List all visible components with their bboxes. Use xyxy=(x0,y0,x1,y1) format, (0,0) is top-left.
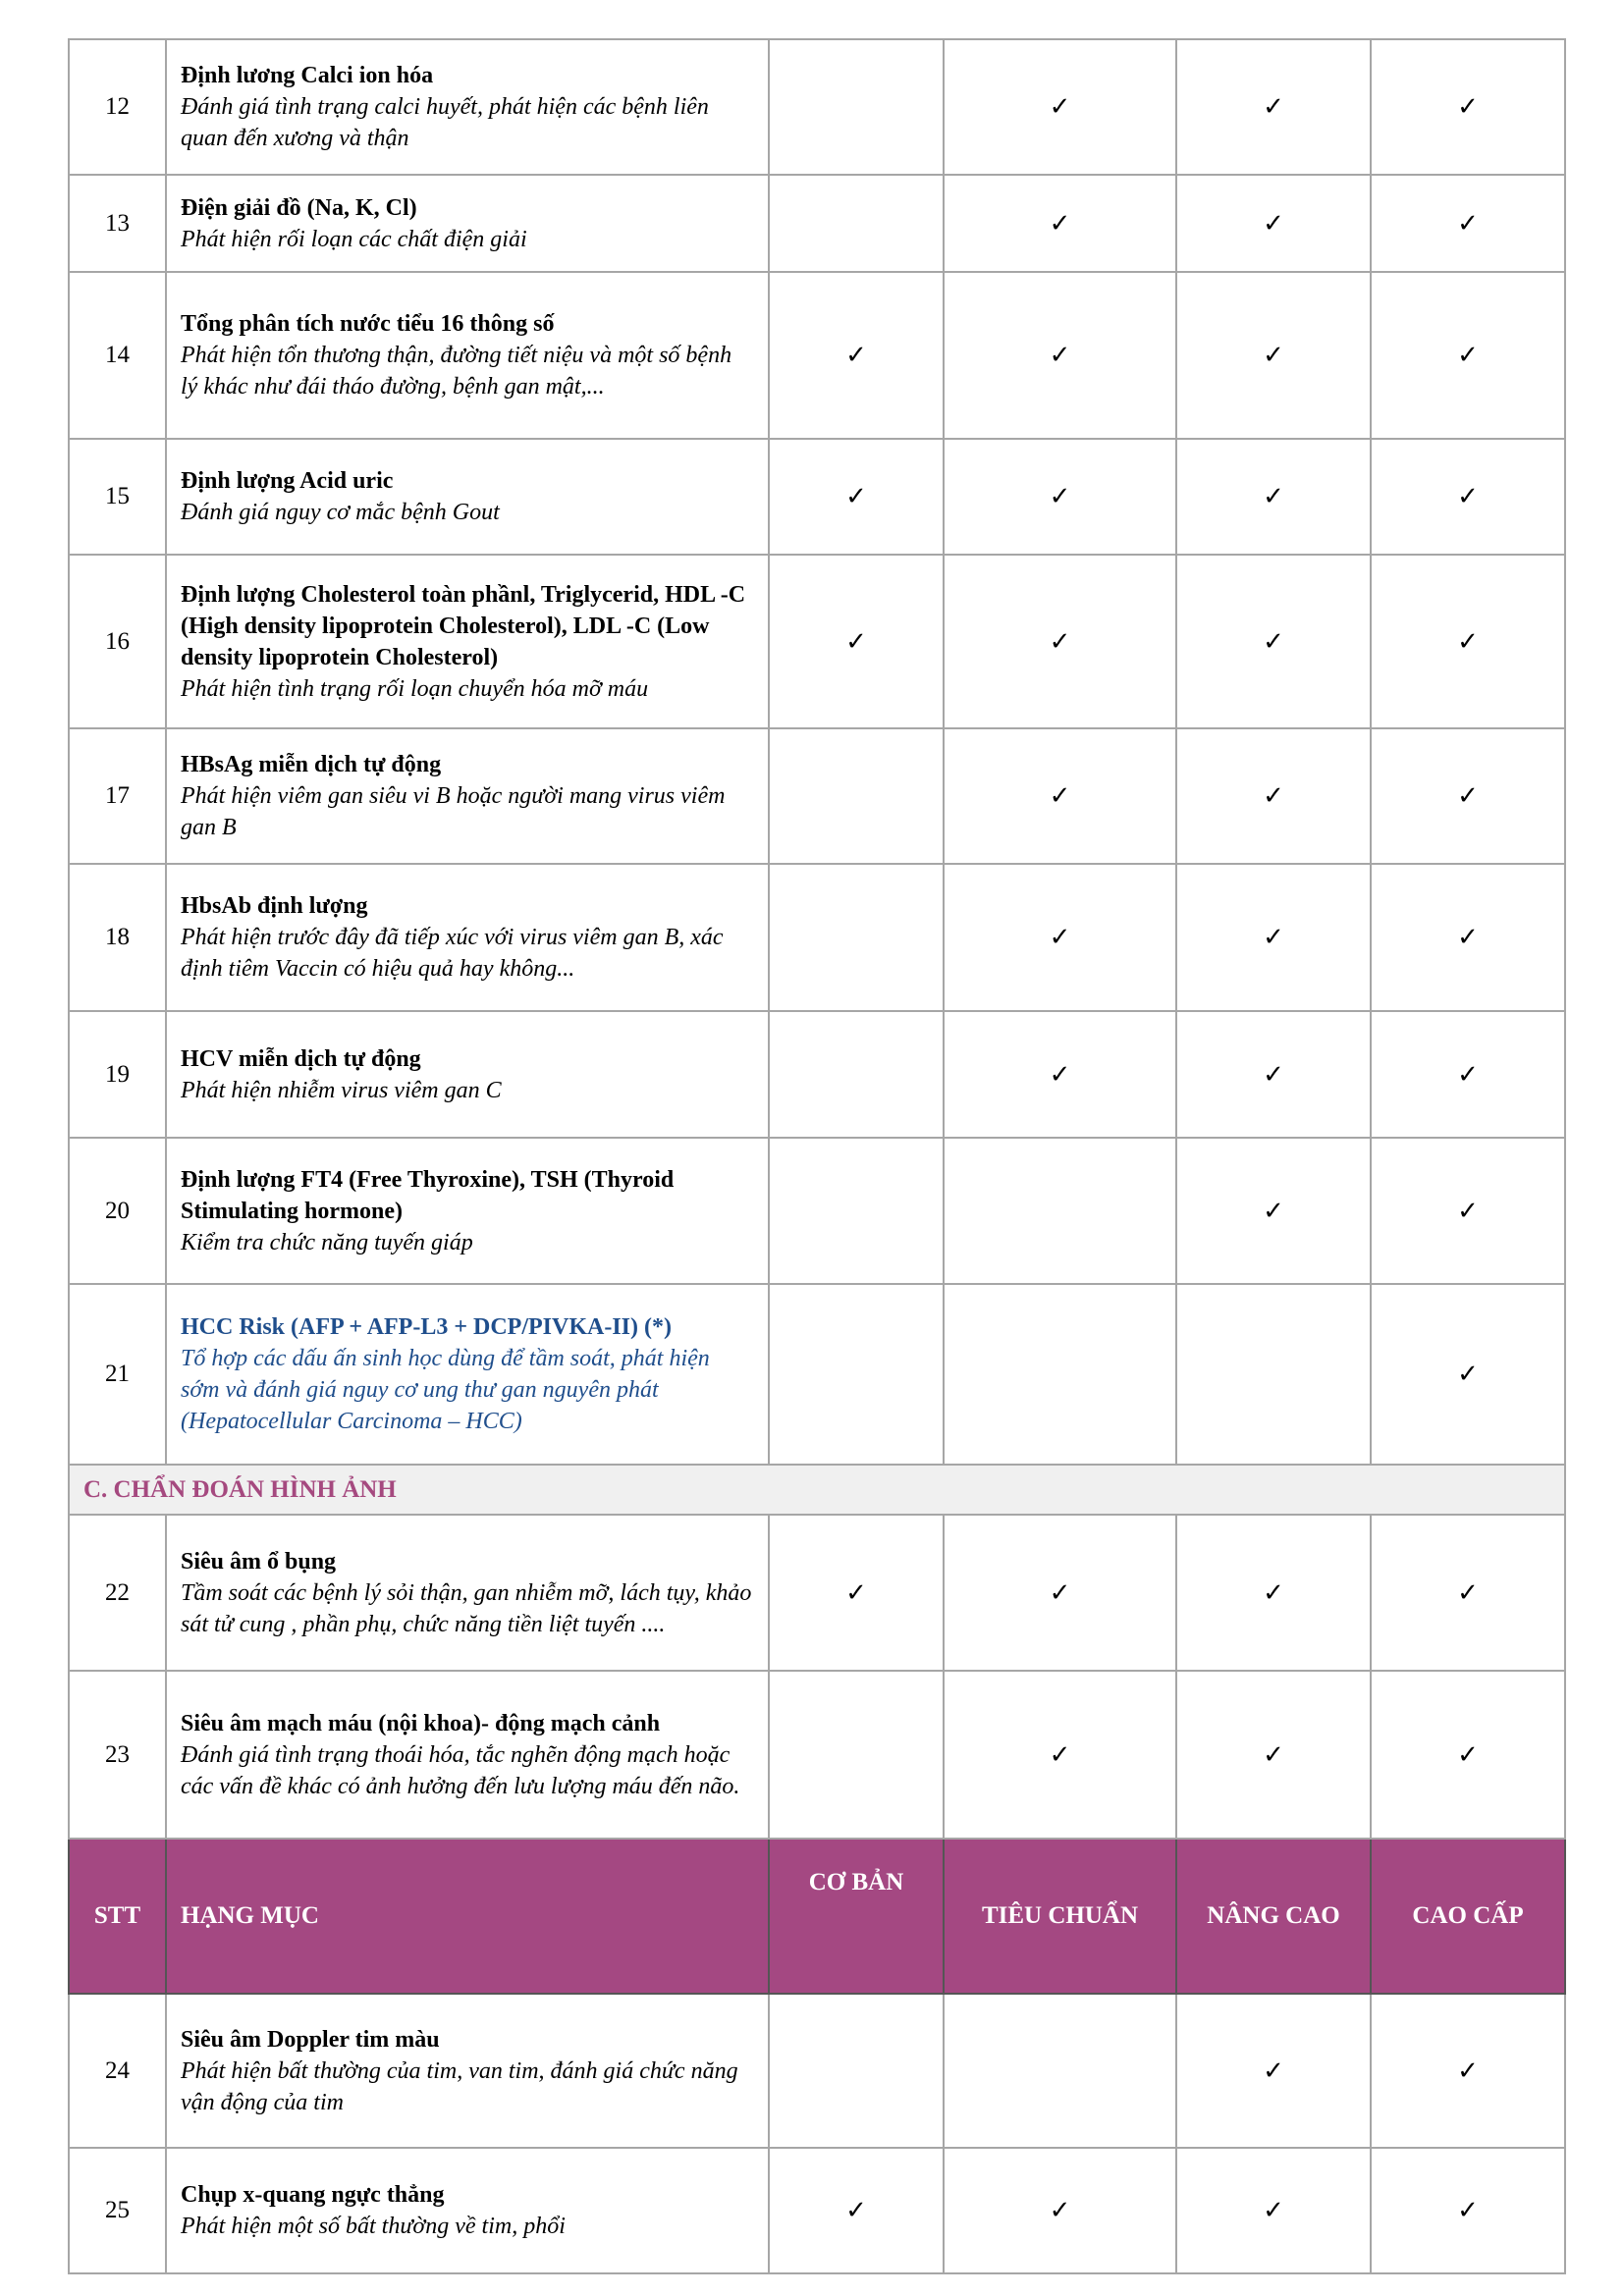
row-number: 14 xyxy=(69,272,166,439)
cell-advanced xyxy=(1176,864,1371,1011)
row-number: 23 xyxy=(69,1671,166,1839)
checkmark-icon: ✓ xyxy=(1049,341,1071,369)
table-row xyxy=(69,1515,1565,1671)
item-description: Phát hiện một số bất thường về tim, phổi xyxy=(181,2214,566,2239)
cell-basic xyxy=(769,1994,944,2148)
cell-premium xyxy=(1371,1994,1565,2148)
cell-standard xyxy=(944,864,1176,1011)
cell-basic xyxy=(769,864,944,1011)
checkmark-icon: ✓ xyxy=(845,341,867,369)
item-description: Đánh giá tình trạng calci huyết, phát hiện các bệnh liên quan đến xương và thận xyxy=(181,94,709,151)
cell-advanced xyxy=(1176,1138,1371,1284)
cell-premium xyxy=(1371,1515,1565,1671)
cell-premium xyxy=(1371,439,1565,555)
item-title: Siêu âm Doppler tim màu xyxy=(181,2026,440,2053)
table-row xyxy=(69,1671,1565,1839)
row-number: 25 xyxy=(69,2148,166,2273)
row-item xyxy=(166,439,769,555)
row-number: 18 xyxy=(69,864,166,1011)
table-row xyxy=(69,1138,1565,1284)
cell-advanced xyxy=(1176,439,1371,555)
item-description: Phát hiện tình trạng rối loạn chuyển hóa mỡ máu xyxy=(181,675,649,702)
checkmark-icon: ✓ xyxy=(1457,1360,1479,1388)
row-number: 15 xyxy=(69,439,166,555)
item-title: Siêu âm mạch máu (nội khoa)- động mạch cảnh xyxy=(181,1710,661,1736)
item-description: Kiểm tra chức năng tuyến giáp xyxy=(181,1229,473,1255)
row-item xyxy=(166,728,769,864)
item-description: Phát hiện bất thường của tim, van tim, đánh giá chức năng vận động của tim xyxy=(181,2057,738,2115)
cell-standard xyxy=(944,175,1176,272)
row-item xyxy=(166,1284,769,1465)
checkmark-icon: ✓ xyxy=(845,626,867,656)
item-description: Đánh giá tình trạng thoái hóa, tắc nghẽn động mạch hoặc các vấn đề khác có ảnh hưởng đến lưu lượng máu đến não. xyxy=(181,1741,740,1799)
checkmark-icon: ✓ xyxy=(1263,1739,1284,1769)
cell-standard xyxy=(944,1138,1176,1284)
checkmark-icon: ✓ xyxy=(1457,1739,1479,1769)
item-title: Tổng phân tích nước tiểu 16 thông số xyxy=(181,311,555,337)
row-number: 16 xyxy=(69,555,166,728)
item-title: Định lượng Cholesterol toàn phầnl, Triglycerid, HDL -C (High density lipoprotein Cholesterol), LDL -C (Low density lipoprotein Cholesterol) xyxy=(181,581,746,670)
table-row xyxy=(69,175,1565,272)
item-title: Định lương Calci ion hóa xyxy=(181,63,434,88)
item-title: HCC Risk (AFP + AFP-L3 + DCP/PIVKA-II) (*) xyxy=(181,1314,672,1340)
row-number: 19 xyxy=(69,1011,166,1138)
checkmark-icon: ✓ xyxy=(845,1577,867,1607)
cell-standard xyxy=(944,439,1176,555)
row-item xyxy=(166,1994,769,2148)
checkmark-icon: ✓ xyxy=(1457,2196,1479,2224)
checkmark-icon: ✓ xyxy=(1049,1739,1071,1769)
cell-premium xyxy=(1371,175,1565,272)
row-item xyxy=(166,1671,769,1839)
checkmark-icon: ✓ xyxy=(1263,482,1284,510)
row-number: 21 xyxy=(69,1284,166,1465)
row-item xyxy=(166,555,769,728)
row-number: 17 xyxy=(69,728,166,864)
cell-premium xyxy=(1371,728,1565,864)
table-row xyxy=(69,864,1565,1011)
item-title: HBsAg miễn dịch tự động xyxy=(181,752,442,777)
cell-advanced xyxy=(1176,39,1371,175)
cell-advanced xyxy=(1176,1671,1371,1839)
cell-standard xyxy=(944,555,1176,728)
cell-premium xyxy=(1371,1011,1565,1138)
checkmark-icon: ✓ xyxy=(1263,92,1284,121)
row-item xyxy=(166,175,769,272)
checkmark-icon: ✓ xyxy=(1457,781,1479,810)
checkmark-icon: ✓ xyxy=(1457,341,1479,369)
cell-advanced xyxy=(1176,1515,1371,1671)
cell-standard xyxy=(944,39,1176,175)
section-title: C. CHẨN ĐOÁN HÌNH ẢNH xyxy=(69,1465,1565,1515)
table-row xyxy=(69,1011,1565,1138)
cell-advanced xyxy=(1176,2148,1371,2273)
cell-basic xyxy=(769,175,944,272)
item-description: Tầm soát các bệnh lý sỏi thận, gan nhiễm mỡ, lách tụy, khảo sát tử cung , phần phụ, chức năng tiền liệt tuyến .... xyxy=(181,1579,752,1637)
cell-advanced xyxy=(1176,1011,1371,1138)
cell-advanced xyxy=(1176,1284,1371,1465)
item-description: Phát hiện tổn thương thận, đường tiết niệu và một số bệnh lý khác như đái tháo đường, bệnh gan mật,... xyxy=(181,343,732,400)
table-row xyxy=(69,439,1565,555)
cell-basic xyxy=(769,1138,944,1284)
cell-basic xyxy=(769,1671,944,1839)
item-title: HCV miễn dịch tự động xyxy=(181,1045,421,1072)
cell-standard xyxy=(944,1284,1176,1465)
row-item xyxy=(166,272,769,439)
cell-advanced xyxy=(1176,555,1371,728)
cell-premium xyxy=(1371,1138,1565,1284)
checkmark-icon: ✓ xyxy=(1263,1059,1284,1089)
cell-premium xyxy=(1371,1284,1565,1465)
cell-basic xyxy=(769,439,944,555)
checkmark-icon: ✓ xyxy=(1049,208,1071,238)
table-row xyxy=(69,2148,1565,2273)
row-item xyxy=(166,1138,769,1284)
service-comparison-table xyxy=(68,38,1566,2274)
cell-premium xyxy=(1371,272,1565,439)
item-title: Định lượng Acid uric xyxy=(181,468,394,494)
item-title: HbsAb định lượng xyxy=(181,893,368,919)
item-title: Định lượng FT4 (Free Thyroxine), TSH (Thyroid Stimulating hormone) xyxy=(181,1166,675,1224)
row-item xyxy=(166,1515,769,1671)
header-advanced: NÂNG CAO xyxy=(1176,1839,1371,1994)
item-description: Tổ hợp các dấu ấn sinh học dùng để tầm soát, phát hiện sớm và đánh giá nguy cơ ung thư gan nguyên phát (Hepatocellular Carcinoma – HCC) xyxy=(181,1346,710,1434)
row-item xyxy=(166,2148,769,2273)
table-row xyxy=(69,728,1565,864)
checkmark-icon: ✓ xyxy=(1049,923,1071,951)
item-description: Phát hiện viêm gan siêu vi B hoặc người mang virus viêm gan B xyxy=(181,783,726,840)
header-basic: CƠ BẢN xyxy=(769,1839,944,1994)
table-row xyxy=(69,1994,1565,2148)
cell-basic xyxy=(769,1515,944,1671)
checkmark-icon: ✓ xyxy=(1457,92,1479,121)
checkmark-icon: ✓ xyxy=(1263,781,1284,810)
checkmark-icon: ✓ xyxy=(1457,1059,1479,1089)
checkmark-icon: ✓ xyxy=(1263,208,1284,238)
checkmark-icon: ✓ xyxy=(1263,1577,1284,1607)
cell-premium xyxy=(1371,1671,1565,1839)
cell-basic xyxy=(769,1011,944,1138)
cell-advanced xyxy=(1176,175,1371,272)
table-row xyxy=(69,39,1565,175)
row-item xyxy=(166,864,769,1011)
cell-standard xyxy=(944,728,1176,864)
checkmark-icon: ✓ xyxy=(1049,2196,1071,2224)
section-row-imaging xyxy=(69,1465,1565,1515)
cell-standard xyxy=(944,1515,1176,1671)
cell-basic xyxy=(769,272,944,439)
item-description: Đánh giá nguy cơ mắc bệnh Gout xyxy=(181,500,500,525)
cell-advanced xyxy=(1176,1994,1371,2148)
row-number: 22 xyxy=(69,1515,166,1671)
cell-standard xyxy=(944,2148,1176,2273)
table-row xyxy=(69,1284,1565,1465)
checkmark-icon: ✓ xyxy=(1263,2196,1284,2224)
cell-advanced xyxy=(1176,728,1371,864)
row-number: 20 xyxy=(69,1138,166,1284)
item-title: Điện giải đồ (Na, K, Cl) xyxy=(181,194,417,221)
cell-basic xyxy=(769,39,944,175)
cell-basic xyxy=(769,728,944,864)
row-item xyxy=(166,39,769,175)
row-number: 12 xyxy=(69,39,166,175)
cell-standard xyxy=(944,1011,1176,1138)
checkmark-icon: ✓ xyxy=(1263,923,1284,951)
cell-standard xyxy=(944,272,1176,439)
cell-premium xyxy=(1371,39,1565,175)
item-description: Phát hiện trước đây đã tiếp xúc với virus viêm gan B, xác định tiêm Vaccin có hiệu quả hay không... xyxy=(181,925,724,982)
checkmark-icon: ✓ xyxy=(1263,2056,1284,2085)
header-standard: TIÊU CHUẨN xyxy=(944,1839,1176,1994)
checkmark-icon: ✓ xyxy=(1457,1196,1479,1225)
checkmark-icon: ✓ xyxy=(1457,482,1479,510)
cell-standard xyxy=(944,1671,1176,1839)
header-premium: CAO CẤP xyxy=(1371,1839,1565,1994)
checkmark-icon: ✓ xyxy=(1263,626,1284,656)
row-number: 13 xyxy=(69,175,166,272)
cell-premium xyxy=(1371,2148,1565,2273)
cell-basic xyxy=(769,1284,944,1465)
checkmark-icon: ✓ xyxy=(1049,1059,1071,1089)
checkmark-icon: ✓ xyxy=(1457,208,1479,238)
item-description: Phát hiện nhiễm virus viêm gan C xyxy=(181,1077,502,1103)
checkmark-icon: ✓ xyxy=(1049,1577,1071,1607)
checkmark-icon: ✓ xyxy=(1049,92,1071,121)
item-title: Siêu âm ổ bụng xyxy=(181,1548,337,1575)
cell-premium xyxy=(1371,864,1565,1011)
row-item xyxy=(166,1011,769,1138)
item-description: Phát hiện rối loạn các chất điện giải xyxy=(181,226,527,252)
header-stt: STT xyxy=(69,1839,166,1994)
cell-advanced xyxy=(1176,272,1371,439)
checkmark-icon: ✓ xyxy=(1049,482,1071,510)
checkmark-icon: ✓ xyxy=(1263,341,1284,369)
checkmark-icon: ✓ xyxy=(1049,781,1071,810)
checkmark-icon: ✓ xyxy=(1457,923,1479,951)
cell-basic xyxy=(769,555,944,728)
checkmark-icon: ✓ xyxy=(1457,2056,1479,2085)
checkmark-icon: ✓ xyxy=(1457,1577,1479,1607)
cell-basic xyxy=(769,2148,944,2273)
checkmark-icon: ✓ xyxy=(1263,1196,1284,1225)
row-number: 24 xyxy=(69,1994,166,2148)
checkmark-icon: ✓ xyxy=(1457,626,1479,656)
table-row xyxy=(69,555,1565,728)
checkmark-icon: ✓ xyxy=(845,2196,867,2224)
checkmark-icon: ✓ xyxy=(845,482,867,510)
header-item: HẠNG MỤC xyxy=(166,1839,769,1994)
cell-standard xyxy=(944,1994,1176,2148)
table-row xyxy=(69,272,1565,439)
cell-premium xyxy=(1371,555,1565,728)
table-header-row xyxy=(69,1839,1565,1994)
item-title: Chụp x-quang ngực thẳng xyxy=(181,2182,445,2208)
checkmark-icon: ✓ xyxy=(1049,626,1071,656)
